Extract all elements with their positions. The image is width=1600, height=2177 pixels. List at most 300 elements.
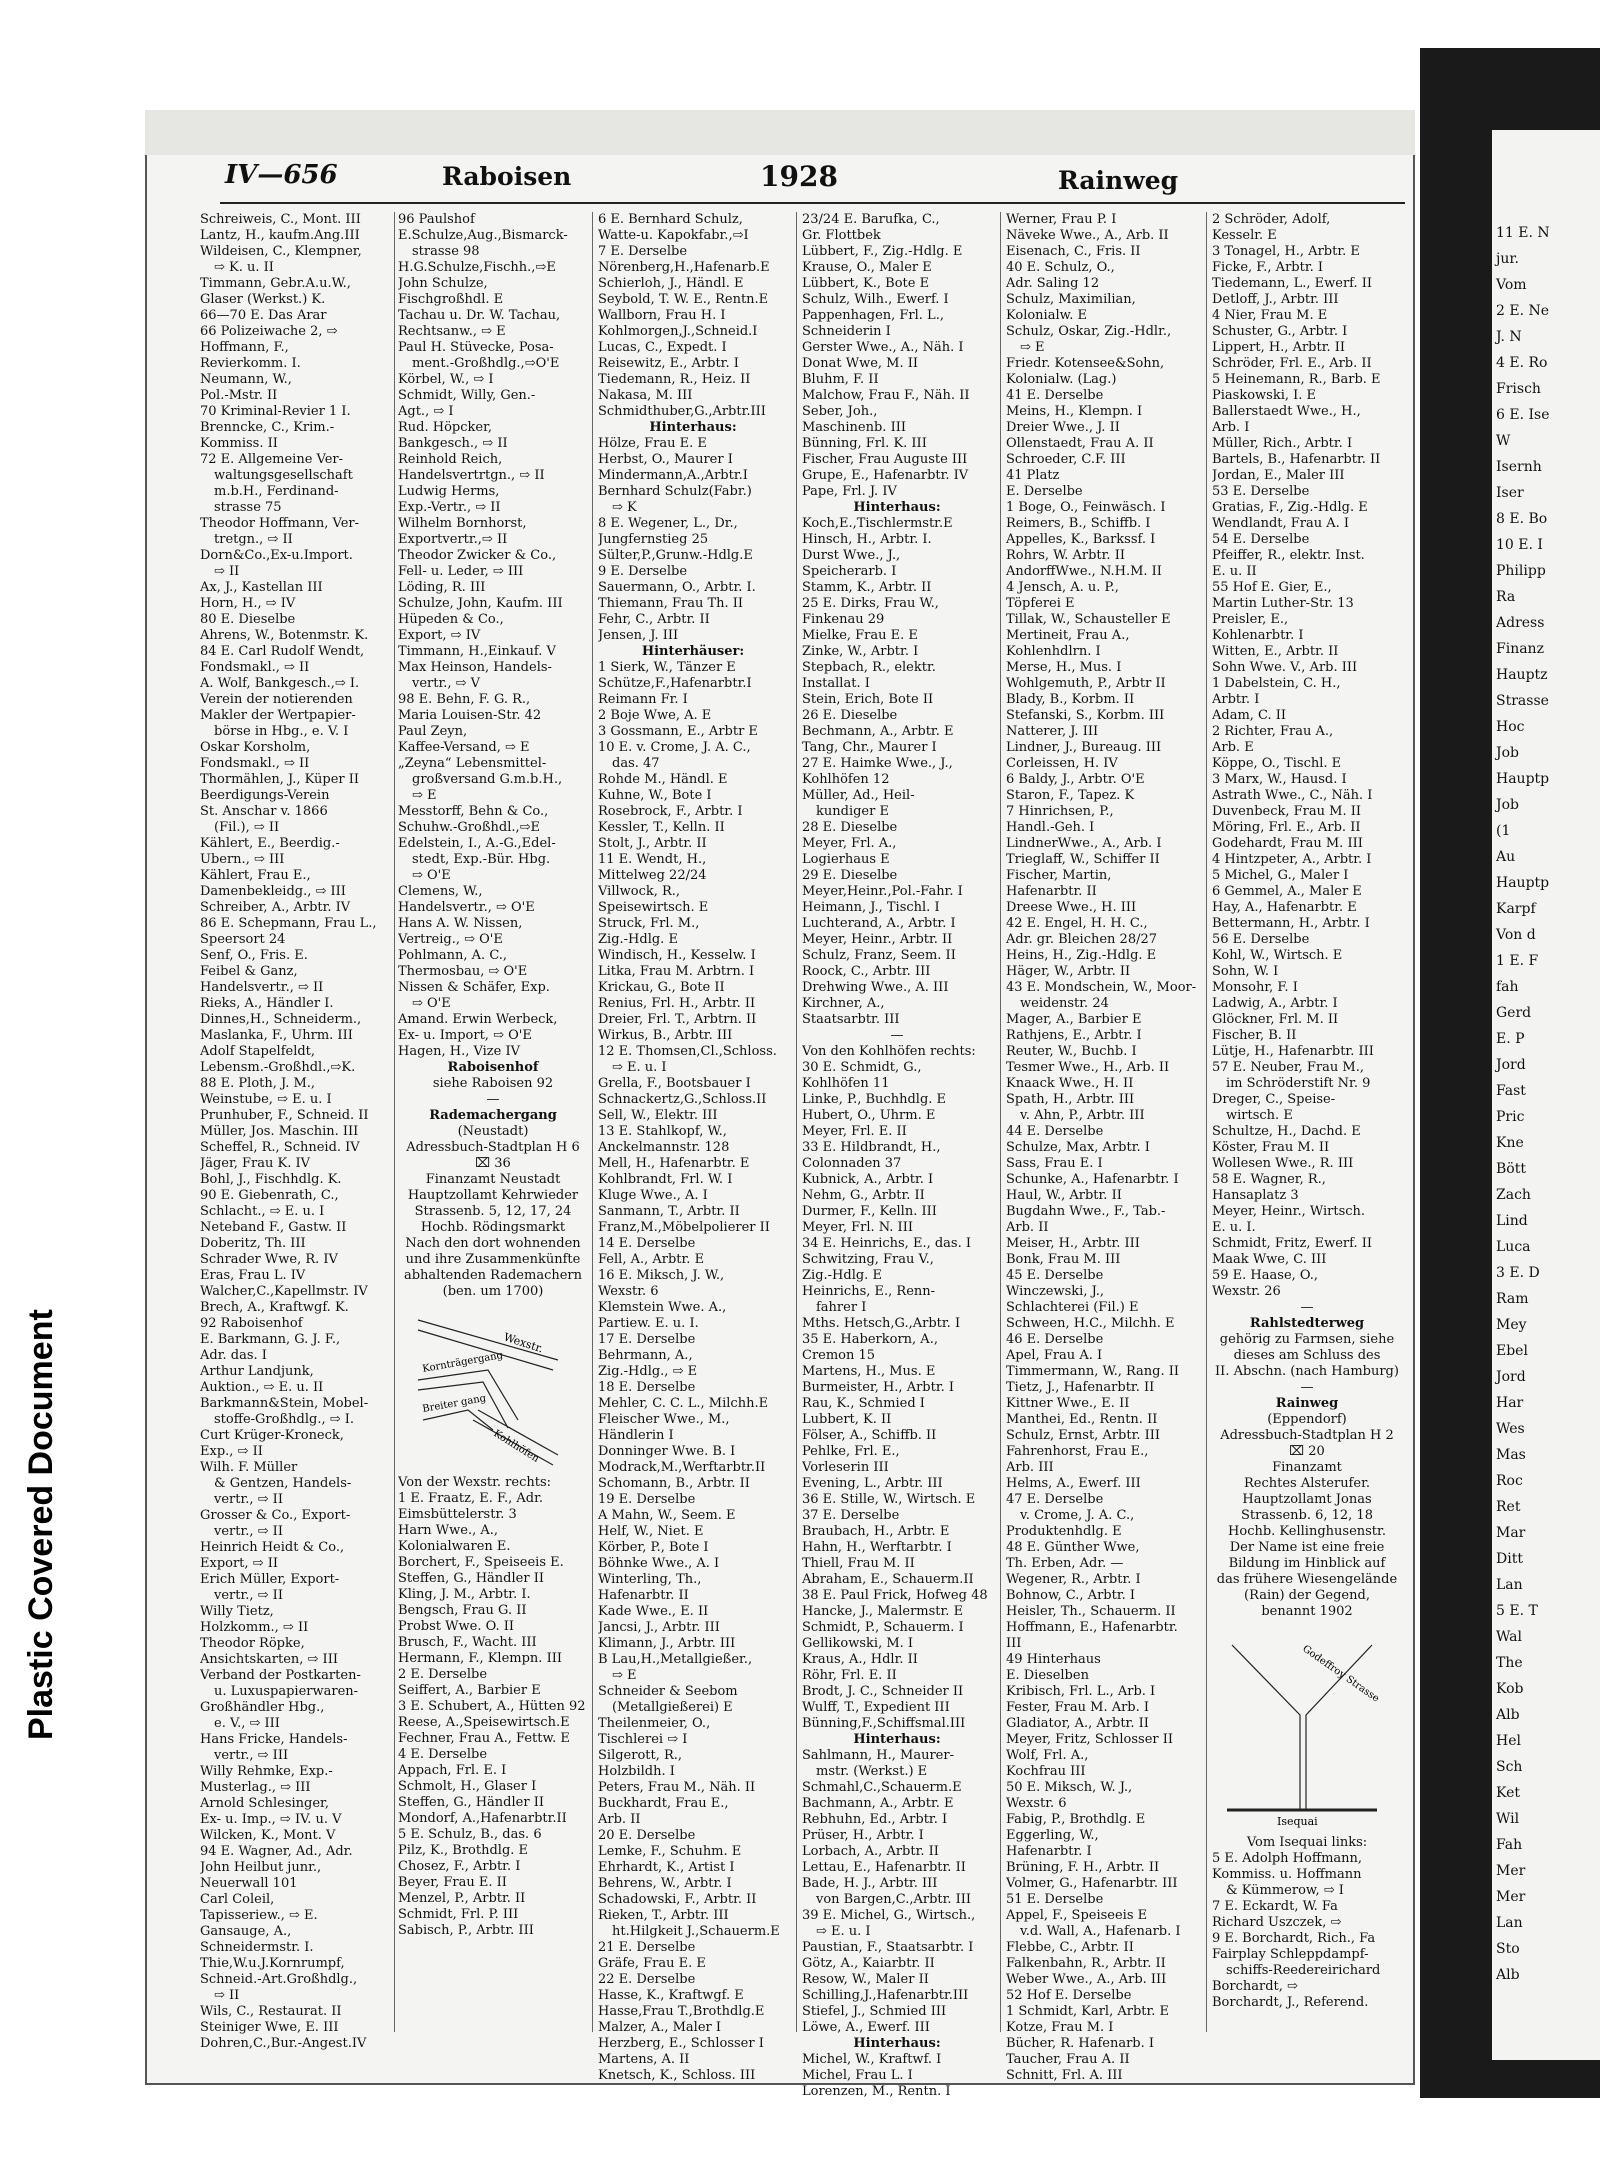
adjacent-page-fragment: 3 E. D — [1496, 1265, 1540, 1281]
section-heading: Hinterhaus: — [853, 500, 941, 515]
directory-entry: Sabisch, P., Arbtr. III — [398, 1923, 534, 1938]
directory-entry: Fischgroßhdl. E — [398, 292, 504, 307]
directory-entry: vertr., ⇨ V — [412, 676, 481, 691]
directory-entry: Corleissen, H. IV — [1006, 756, 1118, 771]
column-divider — [1000, 212, 1001, 2032]
directory-entry: Winczewski, J., — [1006, 1284, 1105, 1299]
adjacent-page-fragment: Mey — [1496, 1317, 1527, 1333]
directory-entry: Senf, O., Fris. E. — [200, 948, 308, 963]
directory-entry: Gansauge, A., — [200, 1924, 292, 1939]
directory-entry: Schütze,F.,Hafenarbtr.I — [598, 676, 752, 691]
directory-entry: 40 E. Schulz, O., — [1006, 260, 1115, 275]
adjacent-page-fragment: 11 E. N — [1496, 225, 1550, 241]
directory-entry: Franz,M.,Möbelpolierer II — [598, 1220, 770, 1235]
directory-entry: Klimann, J., Arbtr. III — [598, 1636, 736, 1651]
directory-entry: Kolonialw. E — [1006, 308, 1087, 323]
map-street-label: Godeffroy Strasse — [1300, 1643, 1382, 1705]
directory-entry: Fischer, Frau Auguste III — [802, 452, 968, 467]
directory-entry: Kohl, W., Wirtsch. E — [1212, 948, 1343, 963]
directory-entry: 52 Hof E. Derselbe — [1006, 1988, 1132, 2003]
directory-entry: Cremon 15 — [802, 1348, 876, 1363]
adjacent-page-fragment: Luca — [1496, 1239, 1531, 1255]
directory-entry: Haul, W., Arbtr. II — [1006, 1188, 1122, 1203]
directory-entry: Nissen & Schäfer, Exp. — [398, 980, 550, 995]
directory-entry: Schmahl,C.,Schauerm.E — [802, 1780, 962, 1795]
directory-entry: Übern., ⇨ III — [200, 852, 285, 867]
directory-entry: Schmidthuber,G.,Arbtr.III — [598, 404, 766, 419]
page-number: IV—656 — [225, 160, 338, 190]
directory-entry: v.d. Wall, A., Hafenarb. I — [1020, 1924, 1181, 1939]
directory-entry: Götz, A., Kaiarbtr. II — [802, 1956, 935, 1971]
directory-entry: Brusch, F., Wacht. III — [398, 1635, 537, 1650]
directory-entry: Paul Zeyn, — [398, 724, 468, 739]
adjacent-page-fragment: Vom — [1496, 277, 1527, 293]
adjacent-page-fragment: Har — [1496, 1395, 1524, 1411]
adjacent-page-fragment: Ebel — [1496, 1343, 1528, 1359]
section-heading: (ben. um 1700) — [442, 1284, 544, 1299]
directory-entry: Edelstein, I., A.-G.,Edel- — [398, 836, 556, 851]
directory-entry: Mell, H., Hafenarbtr. E — [598, 1156, 750, 1171]
directory-entry: Export, ⇨ II — [200, 1556, 278, 1571]
directory-entry: Schnitt, Frl. A. III — [1006, 2068, 1123, 2083]
directory-entry: Sohn Wwe. V., Arb. III — [1212, 660, 1358, 675]
directory-entry: Kling, J. M., Arbtr. I. — [398, 1587, 531, 1602]
directory-entry: AndorffWwe., N.H.M. II — [1006, 564, 1162, 579]
directory-entry: Thormählen, J., Küper II — [200, 772, 360, 787]
directory-entry: Bachmann, A., Arbtr. E — [802, 1796, 954, 1811]
directory-entry: Holzbildh. I — [598, 1764, 675, 1779]
directory-entry: Damenbekleidg., ⇨ III — [200, 884, 346, 899]
directory-entry: Adr. gr. Bleichen 28/27 — [1006, 932, 1158, 947]
directory-entry: Beyer, Frau E. II — [398, 1875, 507, 1890]
directory-entry: ment.-Großhdlg.,⇨O'E — [412, 356, 560, 371]
directory-entry: Kubnick, A., Arbtr. I — [802, 1172, 934, 1187]
header-rule — [220, 202, 1405, 204]
directory-entry: Dreier, Frl. T., Arbtrn. II — [598, 1012, 757, 1027]
adjacent-page-fragment: 4 E. Ro — [1496, 355, 1548, 371]
adjacent-page-fragment: W — [1496, 433, 1511, 449]
directory-entry: Zinke, W., Arbtr. I — [802, 644, 919, 659]
directory-entry: 5 Michel, G., Maler I — [1212, 868, 1349, 883]
directory-entry: Bankgesch., ⇨ II — [398, 436, 508, 451]
section-heading: Vom Isequai links: — [1246, 1835, 1368, 1850]
adjacent-page-fragment: Au — [1496, 849, 1516, 865]
directory-entry: Fischer, Martin, — [1006, 868, 1112, 883]
directory-entry: Lucas, C., Expedt. I — [598, 340, 727, 355]
directory-entry: Wegener, R., Arbtr. I — [1006, 1572, 1141, 1587]
directory-entry: Mager, A., Barbier E — [1006, 1012, 1142, 1027]
directory-entry: Mittelweg 22/24 — [598, 868, 707, 883]
directory-entry: Wohlgemuth, P., Arbtr II — [1006, 676, 1166, 691]
directory-entry: Lorbach, A., Arbtr. II — [802, 1844, 939, 1859]
directory-entry: Schmidt, Frl. P. III — [398, 1907, 519, 1922]
directory-entry: Arb. II — [598, 1812, 641, 1827]
section-heading: — — [486, 1092, 500, 1107]
directory-entry: Fairplay Schleppdampf- — [1212, 1947, 1369, 1962]
directory-entry: Schlacht., ⇨ E. u. I — [200, 1204, 325, 1219]
directory-entry: Bücher, R. Hafenarb. I — [1006, 2036, 1155, 2051]
adjacent-page-fragment: Strasse — [1496, 693, 1549, 709]
directory-entry: Rieken, T., Arbtr. III — [598, 1908, 729, 1923]
directory-entry: Wexstr. 6 — [1006, 1796, 1067, 1811]
section-heading: (Eppendorf) — [1267, 1412, 1347, 1427]
directory-entry: Händlerin I — [598, 1428, 674, 1443]
directory-entry: Durst Wwe., J., — [802, 548, 901, 563]
directory-entry: Thie,W.u.J.Kornrumpf, — [200, 1956, 345, 1971]
directory-entry: Clemens, W., — [398, 884, 483, 899]
directory-entry: 54 E. Derselbe — [1212, 532, 1310, 547]
directory-entry: Natterer, J. III — [1006, 724, 1099, 739]
adjacent-page-fragment: 2 E. Ne — [1496, 303, 1550, 319]
directory-entry: Gladiator, A., Arbtr. II — [1006, 1716, 1149, 1731]
directory-entry: 1 Sierk, W., Tänzer E — [598, 660, 736, 675]
directory-entry: Meyer, Frl. N. III — [802, 1220, 913, 1235]
directory-entry: Doberitz, Th. III — [200, 1236, 306, 1251]
directory-entry: Fondsmakl., ⇨ II — [200, 660, 310, 675]
directory-entry: mstr. (Werkst.) E — [816, 1764, 928, 1779]
directory-entry: Flebbe, C., Arbtr. II — [1006, 1940, 1134, 1955]
directory-entry: Maschinenb. III — [802, 420, 906, 435]
directory-entry: Maak Wwe, C. III — [1212, 1252, 1327, 1267]
directory-entry: Lindner, J., Bureaug. III — [1006, 740, 1162, 755]
column-divider — [796, 212, 797, 2032]
adjacent-page-fragment: Ket — [1496, 1785, 1520, 1801]
directory-entry: Kommiss. u. Hoffmann — [1212, 1867, 1362, 1882]
section-heading: Hauptzollamt Jonas — [1242, 1492, 1372, 1507]
directory-entry: 2 Richter, Frau A., — [1212, 724, 1334, 739]
map-street-label: Wexstr. — [502, 1330, 545, 1356]
directory-entry: 9 E. Borchardt, Rich., Fa — [1212, 1931, 1376, 1946]
directory-entry: Stolt, J., Arbtr. II — [598, 836, 707, 851]
directory-entry: Lippert, H., Arbtr. II — [1212, 340, 1346, 355]
directory-entry: Köppe, O., Tischl. E — [1212, 756, 1342, 771]
directory-entry: Roock, C., Arbtr. III — [802, 964, 931, 979]
directory-entry: Kade Wwe., E. II — [598, 1604, 709, 1619]
directory-entry: Bade, H. J., Arbtr. III — [802, 1876, 938, 1891]
directory-entry: vertr., ⇨ II — [214, 1524, 283, 1539]
adjacent-page-fragment: Isernh — [1496, 459, 1542, 475]
directory-entry: Speisewirtsch. E — [598, 900, 709, 915]
directory-entry: John Schulze, — [398, 276, 488, 291]
directory-entry: Arb. I — [1212, 420, 1250, 435]
directory-entry: Revierkomm. I. — [200, 356, 301, 371]
directory-entry: Speicherarb. I — [802, 564, 897, 579]
directory-entry: Herzberg, E., Schlosser I — [598, 2036, 764, 2051]
directory-entry: waltungsgesellschaft — [214, 468, 353, 483]
directory-entry: (Metallgießerei) E — [612, 1700, 733, 1715]
directory-entry: Harn Wwe., A., — [398, 1523, 499, 1538]
directory-entry: vertr., ⇨ II — [214, 1492, 283, 1507]
directory-entry: Schneid.-Art.Großhdlg., — [200, 1972, 358, 1987]
directory-entry: Hoffmann, F., — [200, 340, 289, 355]
directory-entry: Arb. II — [1006, 1220, 1049, 1235]
adjacent-page-fragment: Iser — [1496, 485, 1524, 501]
directory-entry: Hafenarbtr. I — [1006, 1844, 1092, 1859]
directory-entry: Körbel, W., ⇨ I — [398, 372, 494, 387]
directory-entry: Schnackertz,G.,Schloss.II — [598, 1092, 767, 1107]
directory-entry: Curt Krüger-Kroneck, — [200, 1428, 344, 1443]
directory-entry: Brüning, F. H., Arbtr. II — [1006, 1860, 1160, 1875]
directory-entry: Köster, Frau M. II — [1212, 1140, 1330, 1155]
directory-entry: Schulz, Ernst, Arbtr. III — [1006, 1428, 1161, 1443]
adjacent-page-fragment: Pric — [1496, 1109, 1525, 1125]
directory-entry: 34 E. Heinrichs, E., das. I — [802, 1236, 971, 1251]
directory-entry: Lübbert, F., Zig.-Hdlg. E — [802, 244, 963, 259]
directory-entry: Meyer, Heinr., Wirtsch. — [1212, 1204, 1366, 1219]
directory-entry: Appelles, K., Barkssf. I — [1006, 532, 1156, 547]
adjacent-page-fragment: Frisch — [1496, 381, 1541, 397]
directory-entry: 1 Schmidt, Karl, Arbtr. E — [1006, 2004, 1170, 2019]
directory-entry: Zig.-Hdlg. E — [802, 1268, 882, 1283]
directory-entry: Handelsvertr., ⇨ O'E — [398, 900, 535, 915]
directory-entry: Hafenarbtr. II — [1006, 884, 1097, 899]
directory-entry: Tietz, J., Hafenarbtr. II — [1006, 1380, 1155, 1395]
directory-entry: Fell- u. Leder, ⇨ III — [398, 564, 524, 579]
directory-entry: Bünning,F.,Schiffsmal.III — [802, 1716, 966, 1731]
adjacent-page-fragment: Hoc — [1496, 719, 1525, 735]
directory-entry: Hancke, J., Malermstr. E — [802, 1604, 964, 1619]
rademachergang-street-map — [398, 1300, 578, 1470]
directory-entry: schiffs-Reedereirichard — [1226, 1963, 1381, 1978]
directory-entry: Paustian, F., Staatsarbtr. I — [802, 1940, 974, 1955]
directory-entry: vertr., ⇨ II — [214, 1588, 283, 1603]
directory-entry: Schulz, Franz, Seem. II — [802, 948, 956, 963]
directory-entry: Schomann, B., Arbtr. II — [598, 1476, 750, 1491]
directory-entry: Auktion., ⇨ E. u. II — [200, 1380, 324, 1395]
directory-entry: Max Heinson, Handels- — [398, 660, 552, 675]
directory-entry: Amand. Erwin Werbeck, — [398, 1012, 558, 1027]
directory-entry: Kotze, Frau M. I — [1006, 2020, 1114, 2035]
directory-entry: das. 47 — [612, 756, 660, 771]
directory-entry: Modrack,M.,Werftarbtr.II — [598, 1460, 766, 1475]
directory-entry: Martens, A. II — [598, 2052, 690, 2067]
adjacent-page-fragment: Wes — [1496, 1421, 1525, 1437]
directory-column-6 — [1212, 212, 1402, 2011]
section-heading: Nach den dort wohnenden — [405, 1236, 581, 1251]
directory-entry: Merse, H., Mus. I — [1006, 660, 1122, 675]
directory-entry: ⇨ O'E — [412, 868, 451, 883]
adjacent-page-fragment: Finanz — [1496, 641, 1544, 657]
directory-entry: Wexstr. 6 — [598, 1284, 659, 1299]
directory-entry: 4 Nier, Frau M. E — [1212, 308, 1328, 323]
directory-entry: Godehardt, Frau M. III — [1212, 836, 1363, 851]
directory-entry: Lübbert, K., Bote E — [802, 276, 930, 291]
directory-entry: ⇨ E. u. I — [816, 1924, 871, 1939]
directory-entry: Meyer, Fritz, Schlosser II — [1006, 1732, 1174, 1747]
adjacent-page-fragment: Jord — [1496, 1057, 1526, 1073]
directory-entry: E. u. I. — [1212, 1220, 1256, 1235]
directory-entry: Grella, F., Bootsbauer I — [598, 1076, 751, 1091]
directory-entry: Töpferei E — [1006, 596, 1075, 611]
directory-entry: Pfeiffer, R., elektr. Inst. — [1212, 548, 1365, 563]
directory-entry: Adr. das. I — [200, 1348, 267, 1363]
map-street-label: Kohlhöfen — [491, 1428, 541, 1465]
directory-entry: 72 E. Allgemeine Ver- — [200, 452, 344, 467]
directory-entry: Tachau u. Dr. W. Tachau, — [398, 308, 561, 323]
directory-entry: Gerster Wwe., A., Näh. I — [802, 340, 964, 355]
directory-entry: 18 E. Derselbe — [598, 1380, 696, 1395]
directory-entry: Stepbach, R., elektr. — [802, 660, 936, 675]
adjacent-page-fragment: Job — [1496, 797, 1520, 813]
directory-entry: Rau, K., Schmied I — [802, 1396, 925, 1411]
adjacent-page-fragment: Ram — [1496, 1291, 1529, 1307]
directory-entry: von Bargen,C.,Arbtr. III — [816, 1892, 972, 1907]
directory-entry: Seber, Joh., — [802, 404, 878, 419]
directory-entry: 55 Hof E. Gier, E., — [1212, 580, 1332, 595]
directory-column-3 — [598, 212, 788, 2084]
adjacent-page-fragment: J. N — [1496, 329, 1522, 345]
directory-entry: Krickau, G., Bote II — [598, 980, 725, 995]
directory-entry: Dohren,C.,Bur.-Angest.IV — [200, 2036, 367, 2051]
directory-entry: & Kümmerow, ⇨ I — [1226, 1883, 1344, 1898]
directory-entry: Fischer, B. II — [1212, 1028, 1297, 1043]
directory-entry: Appel, F., Speiseeis E — [1006, 1908, 1148, 1923]
directory-entry: Trieglaff, W., Schiffer II — [1006, 852, 1160, 867]
directory-entry: Wolf, Frl. A., — [1006, 1748, 1089, 1763]
directory-entry: Timmann, Gebr.A.u.W., — [200, 276, 351, 291]
section-heading: — — [890, 1028, 904, 1043]
directory-entry: Grosser & Co., Export- — [200, 1508, 351, 1523]
directory-entry: 36 E. Stille, W., Wirtsch. E — [802, 1492, 976, 1507]
directory-entry: Jancsi, J., Arbtr. III — [598, 1620, 720, 1635]
directory-entry: 3 Gossmann, E., Arbtr E — [598, 724, 758, 739]
section-heading: Finanzamt Neustadt — [425, 1172, 561, 1187]
adjacent-page-fragment: Gerd — [1496, 1005, 1532, 1021]
directory-entry: Arthur Landjunk, — [200, 1364, 314, 1379]
directory-entry: Kirchner, A., — [802, 996, 885, 1011]
section-heading: Hinterhaus: — [649, 420, 737, 435]
directory-entry: Bugdahn Wwe., F., Tab.- — [1006, 1204, 1166, 1219]
directory-entry: Lebensm.-Großhdl.,⇨K. — [200, 1060, 356, 1075]
directory-entry: 4 Jensch, A. u. P., — [1006, 580, 1119, 595]
directory-entry: Brodt, J. C., Schneider II — [802, 1684, 964, 1699]
directory-entry: 41 Platz — [1006, 468, 1060, 483]
directory-entry: 38 E. Paul Frick, Hofweg 48 — [802, 1588, 988, 1603]
directory-entry: Klemstein Wwe. A., — [598, 1300, 727, 1315]
directory-entry: Heinrich Heidt & Co., — [200, 1540, 345, 1555]
directory-entry: Jordan, E., Maler III — [1212, 468, 1345, 483]
directory-entry: Fehr, C., Arbtr. II — [598, 612, 710, 627]
directory-entry: Holzkomm., ⇨ II — [200, 1620, 309, 1635]
directory-entry: Rathjens, E., Arbtr. I — [1006, 1028, 1142, 1043]
directory-entry: Großhändler Hbg., — [200, 1700, 325, 1715]
directory-entry: 13 E. Stahlkopf, W., — [598, 1124, 727, 1139]
directory-entry: Litka, Frau M. Arbtrn. I — [598, 964, 755, 979]
directory-entry: Finkenau 29 — [802, 612, 885, 627]
directory-entry: Spath, H., Arbtr. III — [1006, 1092, 1135, 1107]
directory-entry: Detloff, J., Arbtr. III — [1212, 292, 1339, 307]
section-heading: Hinterhaus: — [853, 1732, 941, 1747]
directory-entry: u. Luxuspapierwaren- — [214, 1684, 359, 1699]
directory-entry: Hafenarbtr. II — [598, 1588, 689, 1603]
adjacent-page-fragment: Adress — [1496, 615, 1545, 631]
section-heading: Hochb. Kellinghusenstr. — [1228, 1524, 1386, 1539]
directory-entry: 8 E. Wegener, L., Dr., — [598, 516, 738, 531]
directory-entry: Schulz, Oskar, Zig.-Hdlr., — [1006, 324, 1172, 339]
directory-entry: Partiew. E. u. I. — [598, 1316, 699, 1331]
directory-entry: Schulz, Wilh., Ewerf. I — [802, 292, 949, 307]
section-heading: Hinterhaus: — [853, 2036, 941, 2051]
directory-entry: Rohde M., Händl. E — [598, 772, 728, 787]
directory-entry: 6 Gemmel, A., Maler E — [1212, 884, 1362, 899]
directory-entry: 25 E. Dirks, Frau W., — [802, 596, 939, 611]
directory-entry: Herbst, O., Maurer I — [598, 452, 733, 467]
section-heading: Hauptzollamt Kehrwieder — [407, 1188, 579, 1203]
directory-entry: Bechmann, A., Arbtr. E — [802, 724, 954, 739]
directory-entry: Hagen, H., Vize IV — [398, 1044, 520, 1059]
adjacent-page-fragment: Alb — [1496, 1707, 1520, 1723]
directory-entry: Schulze, Max, Arbtr. I — [1006, 1140, 1150, 1155]
directory-entry: & Gentzen, Handels- — [214, 1476, 352, 1491]
directory-entry: Barkmann&Stein, Mobel- — [200, 1396, 369, 1411]
directory-entry: Nakasa, M. III — [598, 388, 693, 403]
directory-entry: Renius, Frl. H., Arbtr. II — [598, 996, 756, 1011]
section-heading: benannt 1902 — [1261, 1604, 1353, 1619]
directory-entry: 66—70 E. Das Arar — [200, 308, 327, 323]
directory-entry: Schulze, John, Kaufm. III — [398, 596, 563, 611]
directory-entry: Heinrichs, E., Renn- — [802, 1284, 936, 1299]
directory-entry: Schroeder, C.F. III — [1006, 452, 1126, 467]
directory-entry: Friedr. Kotensee&Sohn, — [1006, 356, 1165, 371]
directory-entry: Chosez, F., Arbtr. I — [398, 1859, 521, 1874]
section-heading: Strassenb. 5, 12, 17, 24 — [414, 1204, 572, 1219]
directory-entry: Dreese Wwe., H. III — [1006, 900, 1137, 915]
directory-entry: Bartels, B., Hafenarbtr. II — [1212, 452, 1381, 467]
directory-entry: Michel, W., Kraftwf. I — [802, 2052, 942, 2067]
directory-entry: Ballerstaedt Wwe., H., — [1212, 404, 1361, 419]
directory-entry: 3 Marx, W., Hausd. I — [1212, 772, 1347, 787]
section-heading: Bildung im Hinblick auf — [1228, 1556, 1386, 1571]
directory-entry: Hinsch, H., Arbtr. I. — [802, 532, 932, 547]
section-heading: Rahlstedterweg — [1249, 1316, 1365, 1331]
adjacent-page-fragment: Roc — [1496, 1473, 1523, 1489]
directory-entry: Malchow, Frau F., Näh. II — [802, 388, 970, 403]
directory-entry: ⇨ E — [612, 1668, 637, 1683]
directory-entry: (Fil.), ⇨ II — [214, 820, 280, 835]
directory-entry: Wils, C., Restaurat. II — [200, 2004, 342, 2019]
directory-column-4 — [802, 212, 992, 2100]
directory-entry: Schneiderin I — [802, 324, 891, 339]
directory-entry: Witten, E., Arbtr. II — [1212, 644, 1339, 659]
directory-entry: Neteband F., Gastw. II — [200, 1220, 347, 1235]
directory-entry: Fabig, P., Brothdlg. E — [1006, 1812, 1146, 1827]
directory-entry: Meyer, Heinr., Arbtr. II — [802, 932, 953, 947]
directory-entry: Malzer, A., Maler I — [598, 2020, 721, 2035]
directory-entry: Blady, B., Korbm. II — [1006, 692, 1135, 707]
directory-entry: 46 E. Derselbe — [1006, 1332, 1104, 1347]
directory-entry: Braubach, H., Arbtr. E — [802, 1524, 950, 1539]
directory-entry: Michel, Frau L. I — [802, 2068, 913, 2083]
directory-entry: Exportvertr.,⇨ II — [398, 532, 508, 547]
directory-entry: 70 Kriminal-Revier 1 I. — [200, 404, 351, 419]
adjacent-page-fragment: Kne — [1496, 1135, 1524, 1151]
directory-entry: Pappenhagen, Frl. L., — [802, 308, 944, 323]
directory-entry: Hermann, F., Klempn. III — [398, 1651, 562, 1666]
directory-entry: 12 E. Thomsen,Cl.,Schloss. — [598, 1044, 777, 1059]
directory-entry: Schreiber, A., Arbtr. IV — [200, 900, 351, 915]
adjacent-page-fragment: Mer — [1496, 1863, 1526, 1879]
directory-entry: Reinhold Reich, — [398, 452, 503, 467]
directory-entry: börse in Hbg., e. V. I — [214, 724, 349, 739]
directory-entry: 17 E. Derselbe — [598, 1332, 696, 1347]
section-heading: ⌧ 36 — [475, 1156, 511, 1171]
directory-entry: Piaskowski, I. E — [1212, 388, 1317, 403]
directory-entry: Zig.-Hdlg., ⇨ E — [598, 1364, 698, 1379]
directory-entry: Donninger Wwe. B. I — [598, 1444, 736, 1459]
page-top-strip — [145, 110, 1415, 155]
directory-entry: Vorleserin III — [802, 1460, 889, 1475]
directory-entry: Meyer, Frl. A., — [802, 836, 897, 851]
